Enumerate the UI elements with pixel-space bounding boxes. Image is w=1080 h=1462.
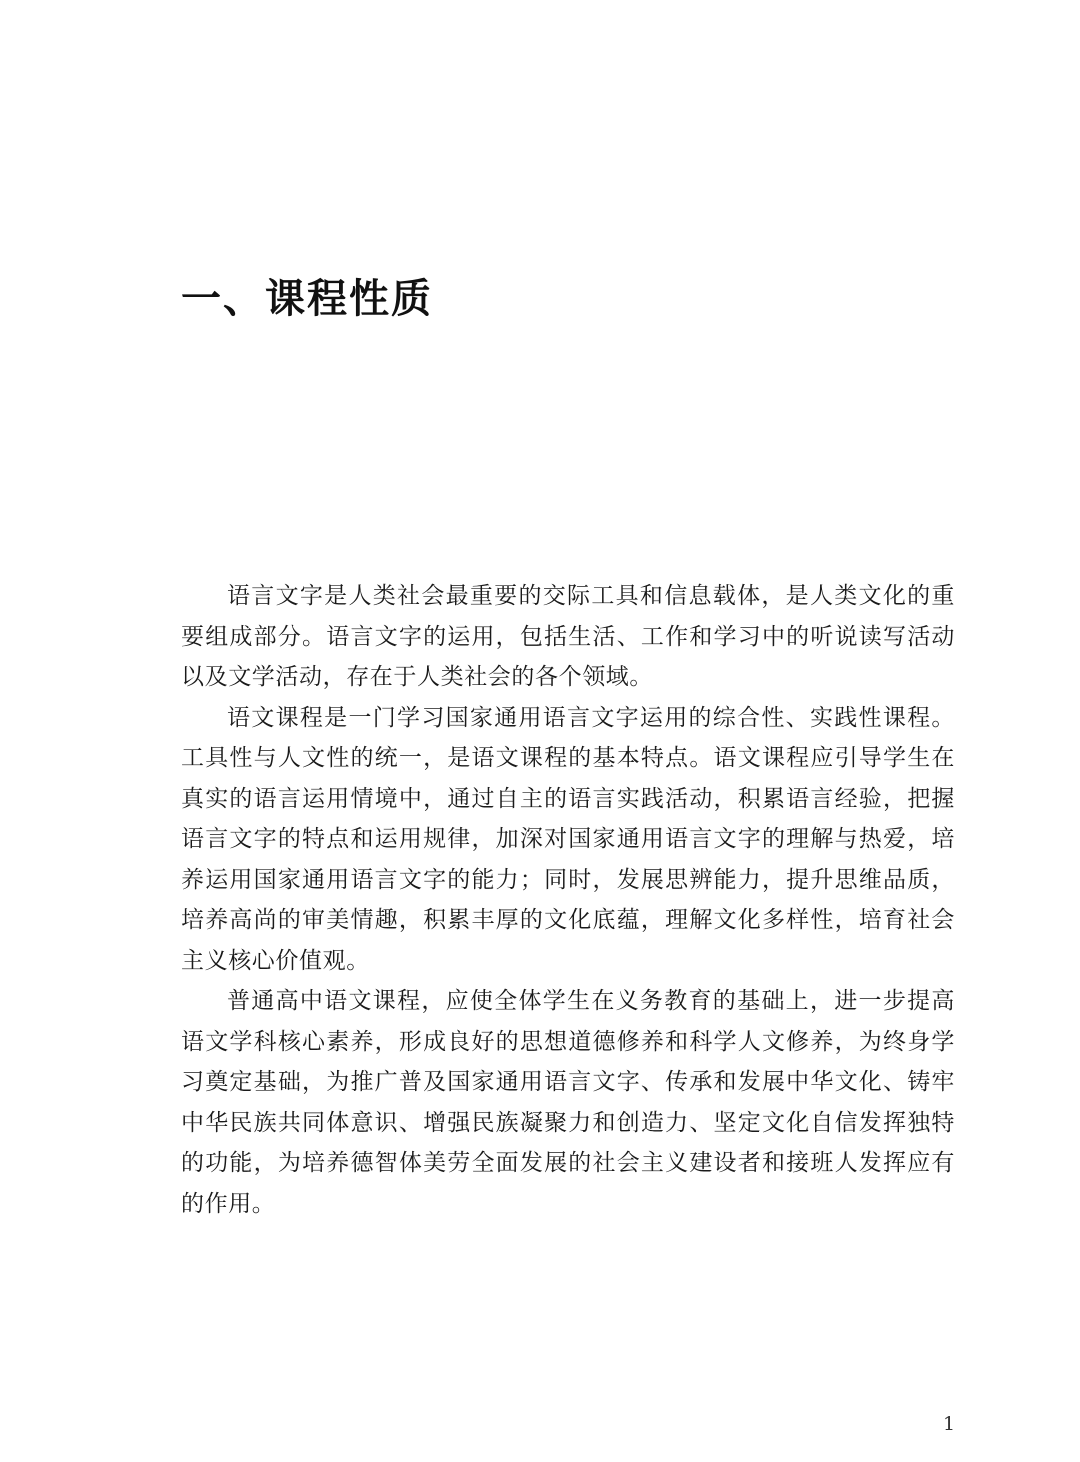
- paragraph-3: 普通高中语文课程，应使全体学生在义务教育的基础上，进一步提高语文学科核心素养，形成良好的思想道德修养和科学人文修养，为终身学习奠定基础，为推广普及国家通用语言文字、传承和发展中华文化、铸牢中华民族共同体意识、增强民族凝聚力和创造力、坚定文化自信发挥独特的功能，为培养德智体美劳全面发展的社会主义建设者和接班人发挥应有的作用。: [181, 988, 955, 1217]
- body-text: [181, 576, 955, 1224]
- paragraph-2: 语文课程是一门学习国家通用语言文字运用的综合性、实践性课程。工具性与人文性的统一，是语文课程的基本特点。语文课程应引导学生在真实的语言运用情境中，通过自主的语言实践活动，积累语言经验，把握语言文字的特点和运用规律，加深对国家通用语言文字的理解与热爱，培养运用国家通用语言文字的能力；同时，发展思辨能力，提升思维品质，培养高尚的审美情趣，积累丰厚的文化底蕴，理解文化多样性，培育社会主义核心价值观。: [181, 704, 955, 974]
- paragraph-1: 语言文字是人类社会最重要的交际工具和信息载体，是人类文化的重要组成部分。语言文字的运用，包括生活、工作和学习中的听说读写活动以及文学活动，存在于人类社会的各个领域。: [181, 583, 955, 690]
- section-title: 一、课程性质: [181, 275, 433, 322]
- page-number: 1: [942, 1413, 956, 1435]
